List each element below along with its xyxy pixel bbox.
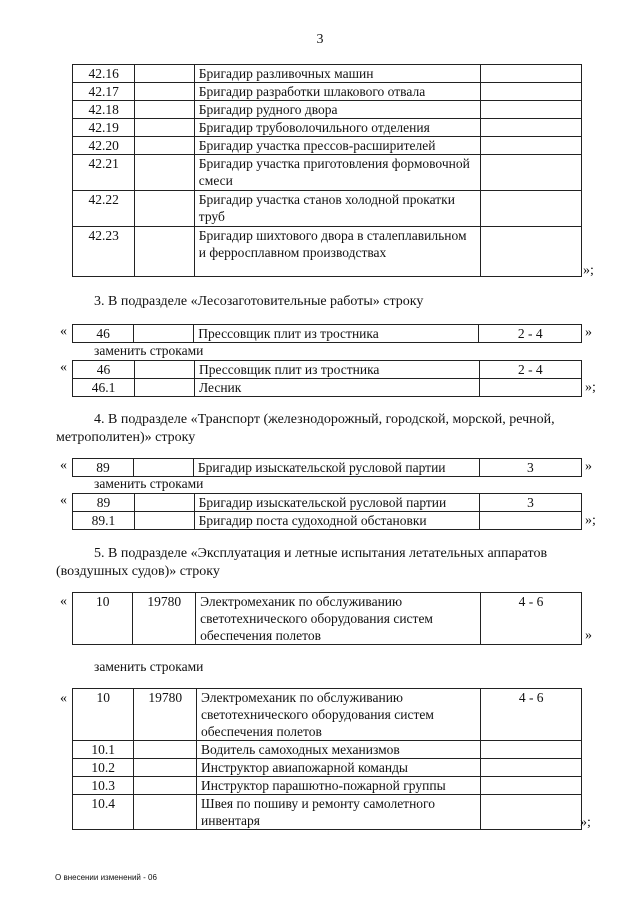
item-5-text: 5. В подразделе «Эксплуатация и летные испытания летательных аппаратов (воздушных судов)» строку bbox=[56, 546, 548, 579]
item-3-text: 3. В подразделе «Лесозаготовительные работы» строку bbox=[94, 294, 424, 309]
row-number: 89.1 bbox=[73, 512, 135, 530]
closing-quote: » bbox=[585, 325, 592, 340]
table-item-4-new bbox=[72, 493, 582, 530]
row-profession: Прессовщик плит из тростника bbox=[194, 361, 479, 379]
row-code bbox=[135, 191, 194, 227]
row-grade: 3 bbox=[480, 494, 582, 512]
replace-label: заменить строками bbox=[94, 659, 204, 674]
table-item-5-old bbox=[72, 592, 582, 645]
row-number: 46.1 bbox=[73, 379, 135, 397]
row-profession: Лесник bbox=[194, 379, 479, 397]
table-row bbox=[73, 119, 582, 137]
row-profession: Бригадир участка станов холодной прокатки труб bbox=[194, 191, 480, 227]
row-grade bbox=[481, 795, 582, 830]
table-row bbox=[73, 65, 582, 83]
table-row bbox=[73, 741, 582, 759]
opening-quote: « bbox=[60, 691, 67, 706]
table-row bbox=[73, 325, 582, 343]
row-code bbox=[135, 379, 195, 397]
row-profession: Бригадир участка прессов-расширителей bbox=[194, 137, 480, 155]
row-profession: Бригадир изыскательской русловой партии bbox=[194, 494, 479, 512]
row-code: 19780 bbox=[133, 593, 196, 645]
row-number: 42.19 bbox=[73, 119, 135, 137]
row-code: 19780 bbox=[134, 689, 197, 741]
opening-quote: « bbox=[60, 324, 67, 339]
opening-quote: « bbox=[60, 360, 67, 375]
row-profession: Швея по пошиву и ремонту самолетного инвентаря bbox=[197, 795, 481, 830]
table-row bbox=[73, 227, 582, 277]
row-grade bbox=[481, 65, 582, 83]
table-row bbox=[73, 459, 582, 477]
row-profession: Электромеханик по обслуживанию светотехнического оборудования систем обеспечения полетов bbox=[196, 593, 481, 645]
row-profession: Бригадир разливочных машин bbox=[194, 65, 480, 83]
row-grade bbox=[481, 191, 582, 227]
row-grade: 2 - 4 bbox=[479, 325, 582, 343]
row-profession: Инструктор авиапожарной команды bbox=[197, 759, 481, 777]
row-grade bbox=[479, 379, 581, 397]
row-code bbox=[134, 512, 194, 530]
row-code bbox=[135, 137, 194, 155]
row-number: 42.18 bbox=[73, 101, 135, 119]
row-grade bbox=[481, 741, 582, 759]
row-code bbox=[135, 101, 194, 119]
closing-quote: »; bbox=[585, 513, 596, 528]
table-item-3-old bbox=[72, 324, 582, 343]
row-grade bbox=[481, 777, 582, 795]
row-code bbox=[134, 777, 197, 795]
table-row bbox=[73, 137, 582, 155]
table-row bbox=[73, 494, 582, 512]
closing-quote: »; bbox=[580, 815, 591, 830]
row-grade bbox=[481, 83, 582, 101]
replace-label: заменить строками bbox=[94, 476, 204, 491]
table-item-5-new bbox=[72, 688, 582, 830]
row-number: 10.4 bbox=[73, 795, 134, 830]
row-number: 42.16 bbox=[73, 65, 135, 83]
row-grade bbox=[481, 137, 582, 155]
row-profession: Бригадир шихтового двора в сталеплавильном и ферросплавном производствах bbox=[194, 227, 480, 277]
table-continuation bbox=[72, 64, 582, 277]
row-grade bbox=[480, 512, 582, 530]
closing-quote: » bbox=[585, 628, 592, 643]
row-profession: Водитель самоходных механизмов bbox=[197, 741, 481, 759]
table-item-4-old bbox=[72, 458, 582, 477]
row-code bbox=[134, 494, 194, 512]
row-grade bbox=[481, 119, 582, 137]
table-row bbox=[73, 689, 582, 741]
table-row bbox=[73, 795, 582, 830]
row-number: 46 bbox=[73, 325, 134, 343]
row-profession: Бригадир трубоволочильного отделения bbox=[194, 119, 480, 137]
row-grade: 2 - 4 bbox=[479, 361, 581, 379]
table-row bbox=[73, 101, 582, 119]
row-code bbox=[135, 155, 194, 191]
row-code bbox=[134, 795, 197, 830]
table-row bbox=[73, 759, 582, 777]
table-row bbox=[73, 379, 582, 397]
opening-quote: « bbox=[60, 458, 67, 473]
row-number: 10.2 bbox=[73, 759, 134, 777]
row-code bbox=[135, 119, 194, 137]
row-profession: Бригадир поста судоходной обстановки bbox=[194, 512, 479, 530]
opening-quote: « bbox=[60, 493, 67, 508]
row-grade bbox=[481, 101, 582, 119]
row-number: 42.20 bbox=[73, 137, 135, 155]
row-number: 42.17 bbox=[73, 83, 135, 101]
row-grade bbox=[481, 759, 582, 777]
row-profession: Бригадир рудного двора bbox=[194, 101, 480, 119]
table-item-3-new bbox=[72, 360, 582, 397]
page-number: 3 bbox=[316, 32, 324, 47]
item-4-text: 4. В подразделе «Транспорт (железнодорожный, городской, морской, речной, метрополитен)» строку bbox=[56, 412, 555, 445]
table-row bbox=[73, 512, 582, 530]
row-profession: Бригадир участка приготовления формовочной смеси bbox=[194, 155, 480, 191]
row-profession: Бригадир изыскательской русловой партии bbox=[193, 459, 479, 477]
closing-quote: »; bbox=[585, 380, 596, 395]
row-profession: Инструктор парашютно-пожарной группы bbox=[197, 777, 481, 795]
row-code bbox=[135, 227, 194, 277]
closing-quote: » bbox=[585, 459, 592, 474]
row-number: 89 bbox=[73, 494, 135, 512]
table-row bbox=[73, 777, 582, 795]
row-profession: Прессовщик плит из тростника bbox=[194, 325, 479, 343]
row-number: 89 bbox=[73, 459, 134, 477]
row-code bbox=[135, 65, 194, 83]
row-number: 42.21 bbox=[73, 155, 135, 191]
footer-text: О внесении изменений - 06 bbox=[55, 873, 157, 882]
row-code bbox=[134, 325, 194, 343]
row-code bbox=[134, 459, 194, 477]
row-number: 10.3 bbox=[73, 777, 134, 795]
row-code bbox=[134, 741, 197, 759]
row-number: 42.22 bbox=[73, 191, 135, 227]
closing-quote: »; bbox=[583, 263, 594, 278]
opening-quote: « bbox=[60, 594, 67, 609]
row-grade bbox=[481, 227, 582, 277]
row-code bbox=[134, 759, 197, 777]
table-row bbox=[73, 593, 582, 645]
row-grade bbox=[481, 155, 582, 191]
row-profession: Бригадир разработки шлакового отвала bbox=[194, 83, 480, 101]
row-code bbox=[135, 361, 195, 379]
row-grade: 4 - 6 bbox=[481, 593, 582, 645]
table-row bbox=[73, 83, 582, 101]
row-grade: 3 bbox=[479, 459, 581, 477]
table-row bbox=[73, 191, 582, 227]
row-number: 10 bbox=[73, 689, 134, 741]
table-row bbox=[73, 361, 582, 379]
row-profession: Электромеханик по обслуживанию светотехнического оборудования систем обеспечения полетов bbox=[197, 689, 481, 741]
row-number: 46 bbox=[73, 361, 135, 379]
row-number: 10 bbox=[73, 593, 133, 645]
row-grade: 4 - 6 bbox=[481, 689, 582, 741]
replace-label: заменить строками bbox=[94, 343, 204, 358]
row-number: 10.1 bbox=[73, 741, 134, 759]
row-code bbox=[135, 83, 194, 101]
table-row bbox=[73, 155, 582, 191]
row-number: 42.23 bbox=[73, 227, 135, 277]
